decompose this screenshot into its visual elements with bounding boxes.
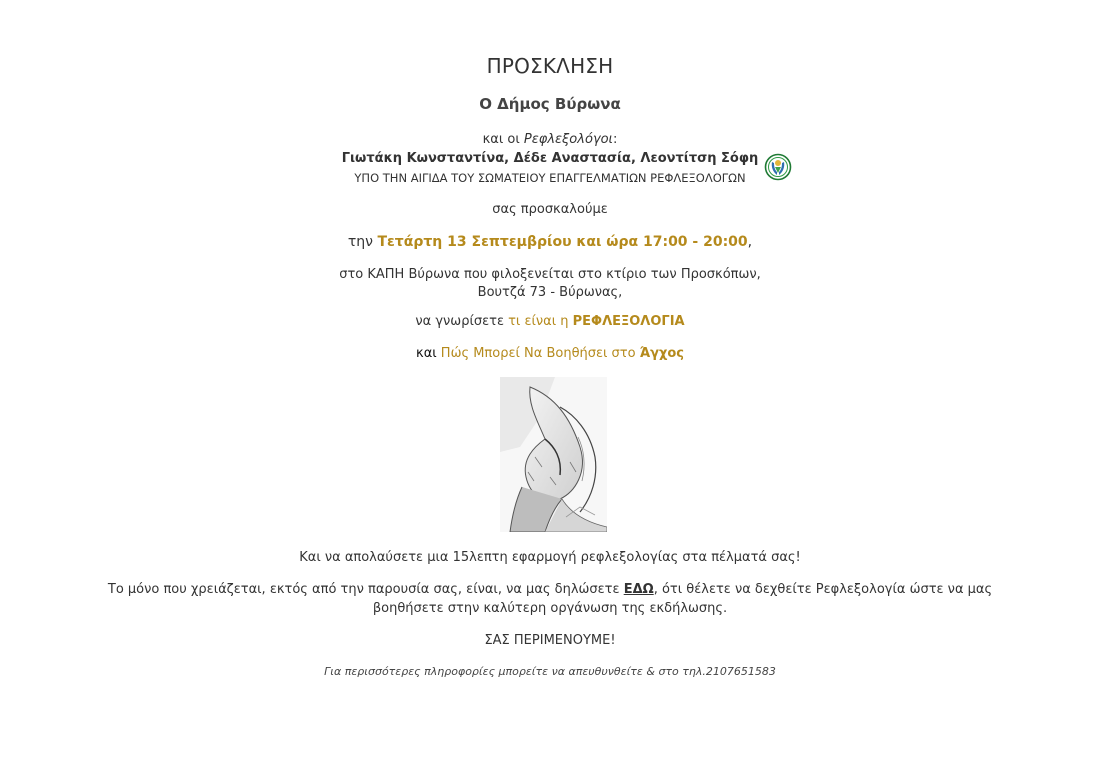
enjoy-line: Και να απολαύσετε μια 15λεπτη εφαρμογή ρεφλεξολογίας στα πέλματά σας! bbox=[299, 550, 801, 565]
venue-line-2: Βουτζά 73 - Βύρωνας, bbox=[477, 285, 623, 300]
register-here-link[interactable]: ΕΔΩ bbox=[623, 582, 654, 597]
date-line: την Τετάρτη 13 Σεπτεμβρίου και ώρα 17:00 - 20:00, bbox=[347, 234, 753, 250]
and-reflexologists-line: και οι Ρεφλεξολόγοι: bbox=[482, 132, 618, 147]
organizer: Ο Δήμος Βύρωνα bbox=[479, 95, 621, 113]
reflexologist-names: Γιωτάκη Κωνσταντίνα, Δέδε Αναστασία, Λεοντίτση Σόφη bbox=[341, 151, 759, 166]
auspices-line: ΥΠΟ ΤΗΝ ΑΙΓΙΔΑ ΤΟΥ ΣΩΜΑΤΕΙΟΥ ΕΠΑΓΓΕΛΜΑΤΙΩΝ ΡΕΦΛΕΞΟΛΟΓΩΝ bbox=[354, 171, 746, 185]
need-line-1: Το μόνο που χρειάζεται, εκτός από την παρουσία σας, είναι, να μας δηλώσετε ΕΔΩ, ότι θέλετε να δεχθείτε Ρεφλεξολογία ώστε να μας bbox=[107, 582, 993, 597]
venue-line-1: στο ΚΑΠΗ Βύρωνα που φιλοξενείται στο κτίριο των Προσκόπων, bbox=[339, 267, 761, 282]
reflexology-hands-logo-icon bbox=[764, 153, 792, 181]
see-you-line: ΣΑΣ ΠΕΡΙΜΕΝΟΥΜΕ! bbox=[484, 633, 616, 648]
we-invite-line: σας προσκαλούμε bbox=[492, 202, 608, 217]
stress-line: και Πώς Μπορεί Να Βοηθήσει στο Άγχος bbox=[416, 346, 684, 361]
footer-contact: Για περισσότερες πληροφορίες μπορείτε να απευθυνθείτε & στο τηλ.2107651583 bbox=[324, 665, 776, 678]
need-line-2: βοηθήσετε στην καλύτερη οργάνωση της εκδήλωσης. bbox=[372, 601, 728, 616]
page-title: ΠΡΟΣΚΛΗΣΗ bbox=[486, 54, 614, 78]
learn-subject: ΡΕΦΛΕΞΟΛΟΓΙΑ bbox=[572, 314, 685, 329]
date-time: Τετάρτη 13 Σεπτεμβρίου και ώρα 17:00 - 20:00 bbox=[377, 234, 748, 250]
reflexologists-label: Ρεφλεξολόγοι bbox=[523, 132, 613, 147]
learn-line: να γνωρίσετε τι είναι η ΡΕΦΛΕΞΟΛΟΓΙΑ bbox=[415, 314, 685, 329]
foot-massage-sketch bbox=[500, 377, 607, 532]
